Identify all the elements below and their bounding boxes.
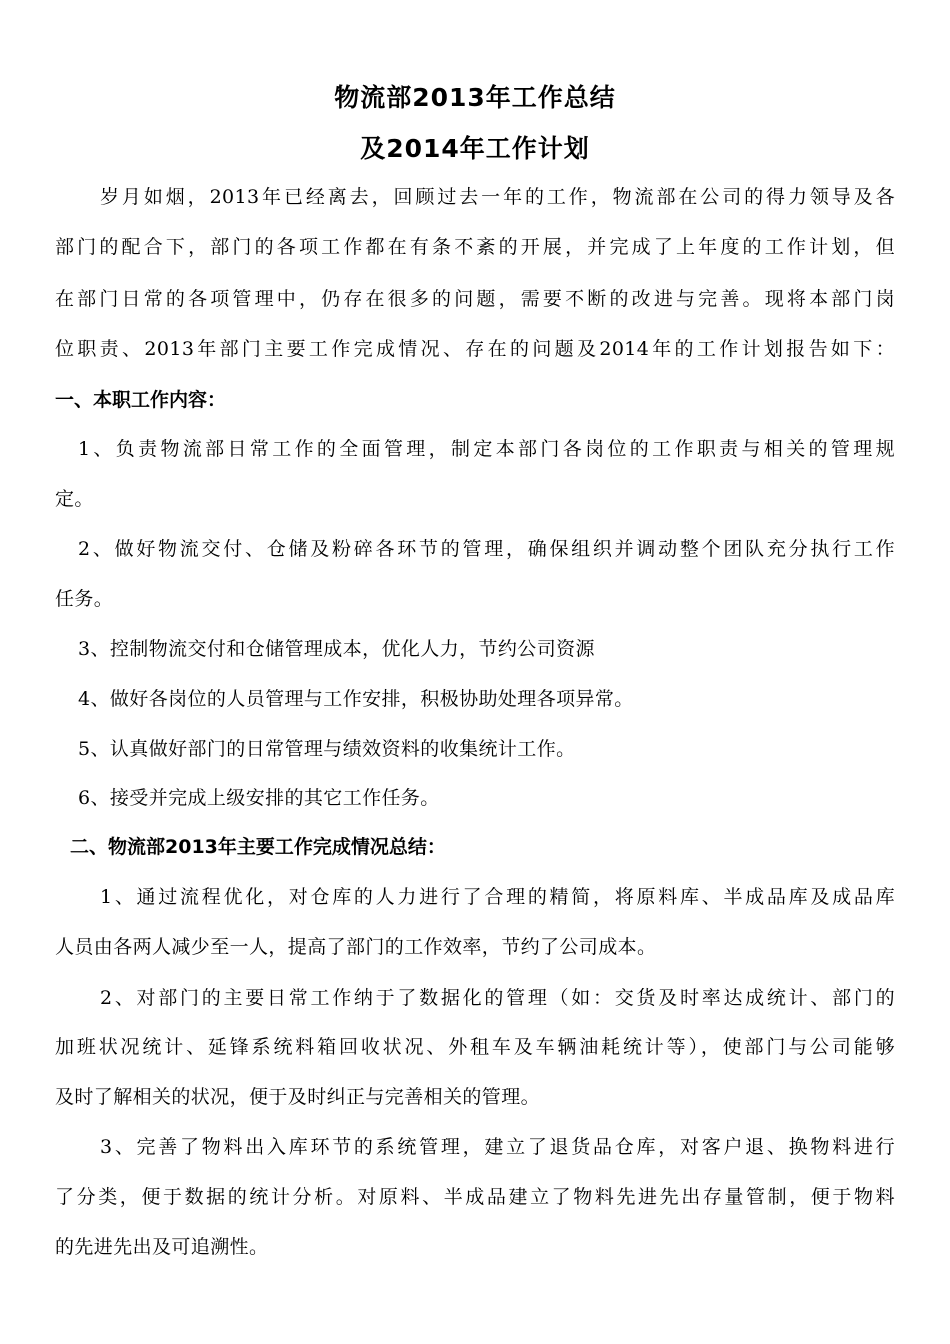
list-item: 6、接受并完成上级安排的其它工作任务。 — [78, 787, 440, 809]
intro-line: 部门的配合下，部门的各项工作都在有条不紊的开展，并完成了上年度的工作计划，但 — [55, 236, 895, 258]
document-subtitle: 及2014年工作计划 — [360, 134, 590, 163]
intro-line: 位职责、2013年部门主要工作完成情况、存在的问题及2014年的工作计划报告如下： — [55, 338, 895, 360]
list-item: 3、控制物流交付和仓储管理成本，优化人力，节约公司资源 — [78, 638, 595, 660]
intro-line: 岁月如烟，2013年已经离去，回顾过去一年的工作，物流部在公司的得力领导及各 — [100, 186, 895, 208]
list-item: 4、做好各岗位的人员管理与工作安排，积极协助处理各项异常。 — [78, 688, 634, 710]
list-item: 3、完善了物料出入库环节的系统管理，建立了退货品仓库，对客户退、换物料进行 — [100, 1136, 895, 1158]
list-item: 1、通过流程优化，对仓库的人力进行了合理的精简，将原料库、半成品库及成品库 — [100, 886, 895, 908]
section-heading: 一、本职工作内容： — [55, 389, 227, 411]
list-item: 5、认真做好部门的日常管理与绩效资料的收集统计工作。 — [78, 738, 576, 760]
list-item: 人员由各两人减少至一人，提高了部门的工作效率，节约了公司成本。 — [55, 936, 657, 958]
list-item: 了分类，便于数据的统计分析。对原料、半成品建立了物料先进先出存量管制，便于物料 — [55, 1186, 895, 1208]
list-item: 加班状况统计、延锋系统料箱回收状况、外租车及车辆油耗统计等），使部门与公司能够 — [55, 1036, 895, 1058]
list-item: 定。 — [55, 488, 94, 510]
list-item: 2、对部门的主要日常工作纳于了数据化的管理（如：交货及时率达成统计、部门的 — [100, 987, 895, 1009]
list-item: 1、负责物流部日常工作的全面管理，制定本部门各岗位的工作职责与相关的管理规 — [78, 438, 895, 460]
section-heading: 二、物流部2013年主要工作完成情况总结： — [70, 836, 446, 858]
list-item: 的先进先出及可追溯性。 — [55, 1236, 269, 1258]
list-item: 及时了解相关的状况，便于及时纠正与完善相关的管理。 — [55, 1086, 541, 1108]
intro-line: 在部门日常的各项管理中，仍存在很多的问题，需要不断的改进与完善。现将本部门岗 — [55, 288, 895, 310]
list-item: 任务。 — [55, 588, 114, 610]
list-item: 2、做好物流交付、仓储及粉碎各环节的管理，确保组织并调动整个团队充分执行工作 — [78, 538, 895, 560]
document-title: 物流部2013年工作总结 — [334, 83, 616, 112]
